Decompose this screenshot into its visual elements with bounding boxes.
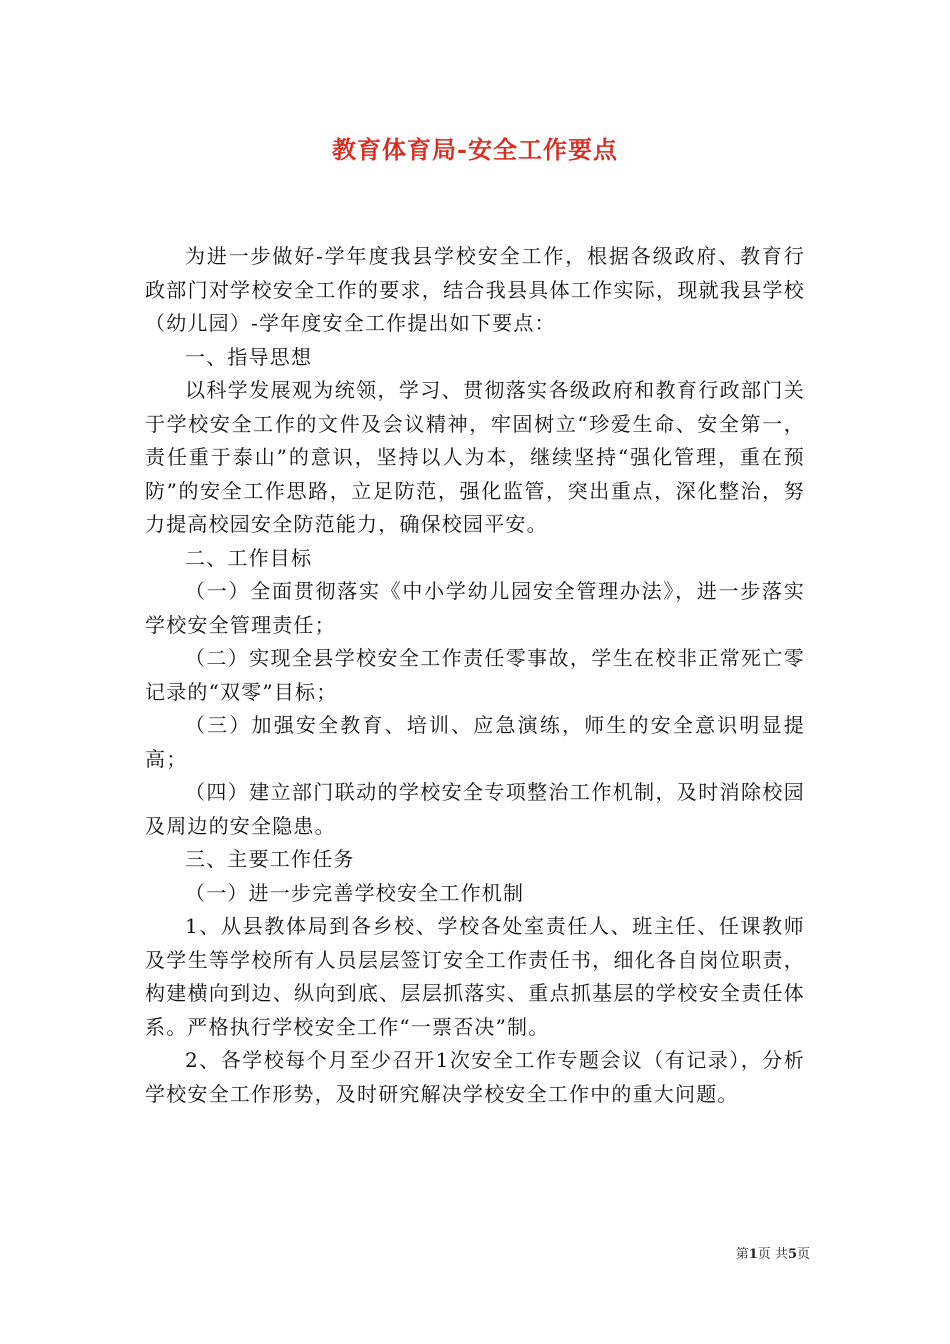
- paragraph-intro: 为进一步做好-学年度我县学校安全工作，根据各级政府、教育行政部门对学校安全工作的要求，结合我县具体工作实际，现就我县学校（幼儿园）-学年度安全工作提出如下要点：: [145, 244, 805, 335]
- section-heading-guiding-ideology: 一、指导思想: [185, 344, 313, 369]
- paragraph-guiding-ideology: 以科学发展观为统领，学习、贯彻落实各级政府和教育行政部门关于学校安全工作的文件及会议精神，牢固树立“珍爱生命、安全第一，责任重于泰山”的意识，坚持以人为本，继续坚持“强化管理，重在预防”的安全工作思路，立足防范，强化监管，突出重点，深化整治，努力提高校园安全防范能力，确保校园平安。: [145, 378, 805, 536]
- section-heading-work-goals: 二、工作目标: [185, 545, 313, 570]
- paragraph-goal-2: （二）实现全县学校安全工作责任零事故，学生在校非正常死亡零记录的“双零”目标；: [145, 646, 805, 704]
- footer-prefix: 第: [735, 1247, 749, 1262]
- paragraph-goal-4: （四）建立部门联动的学校安全专项整治工作机制，及时消除校园及周边的安全隐患。: [145, 780, 805, 838]
- document-title: 教育体育局-安全工作要点: [332, 135, 618, 164]
- subsection-heading-mechanism: （一）进一步完善学校安全工作机制: [185, 880, 525, 905]
- paragraph-task-2: 2、各学校每个月至少召开1次安全工作专题会议（有记录），分析学校安全工作形势，及时研究解决学校安全工作中的重大问题。: [145, 1048, 805, 1106]
- paragraph-goal-1: （一）全面贯彻落实《中小学幼儿园安全管理办法》，进一步落实学校安全管理责任；: [145, 579, 805, 637]
- paragraph-task-1: 1、从县教体局到各乡校、学校各处室责任人、班主任、任课教师及学生等学校所有人员层层签订安全工作责任书，细化各自岗位职责，构建横向到边、纵向到底、层层抓落实、重点抓基层的学校安全责任体系。严格执行学校安全工作“一票否决”制。: [145, 914, 805, 1039]
- footer-suffix: 页: [796, 1247, 810, 1262]
- document-body: [145, 240, 805, 1111]
- footer-total-pages: 5: [787, 1247, 797, 1262]
- paragraph-goal-3: （三）加强安全教育、培训、应急演练，师生的安全意识明显提高；: [145, 713, 805, 771]
- footer-current-page: 1: [748, 1247, 758, 1262]
- section-heading-main-tasks: 三、主要工作任务: [185, 847, 355, 871]
- footer-middle: 页 共: [757, 1247, 788, 1262]
- page-number-footer: [700, 1246, 810, 1264]
